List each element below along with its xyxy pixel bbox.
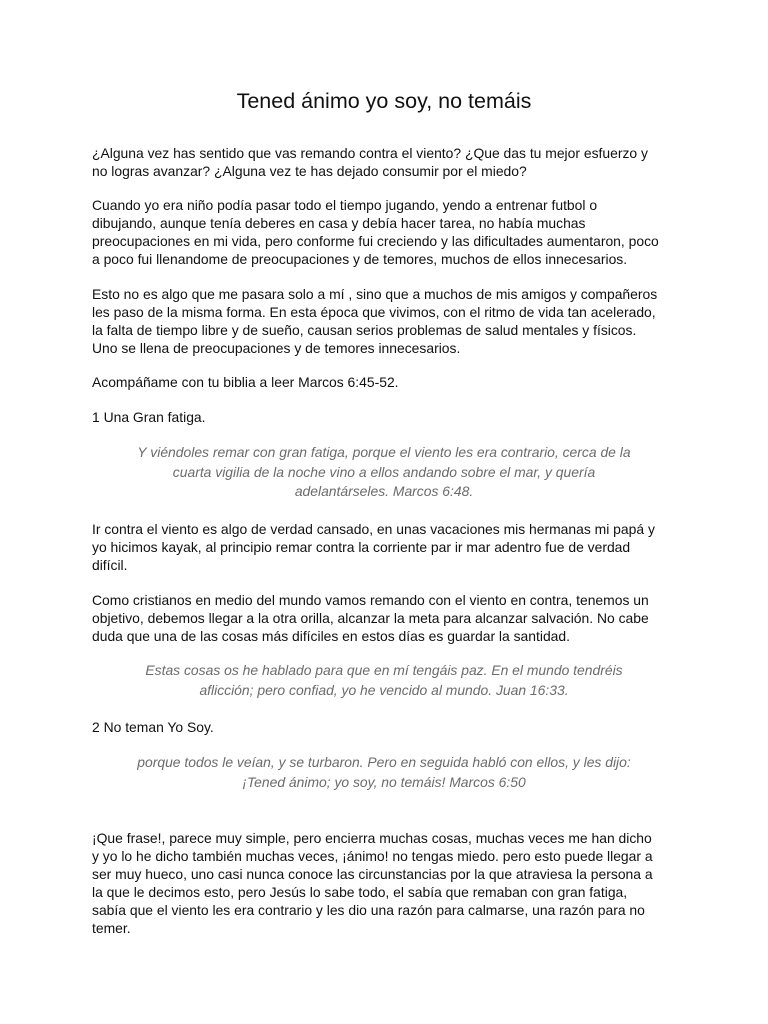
quote-line: porque todos le veían, y se turbaron. Pero en seguida habló con ellos, y les dijo: <box>137 754 631 770</box>
text-line: Ir contra el viento es algo de verdad cansado, en unas vacaciones mis hermanas mi papá y <box>92 521 655 537</box>
scripture-quote-juan-16-33 <box>96 661 672 700</box>
quote-line: aflicción; pero confiad, yo he vencido al mundo. Juan 16:33. <box>199 681 569 698</box>
text-line: yo hicimos kayak, al principio remar contra la corriente par ir mar adentro fue de verdad <box>92 539 631 555</box>
text-line: temer. <box>92 920 131 936</box>
section-heading-2 <box>92 718 678 736</box>
text-line: la falta de tiempo libre y de sueño, causan serios problemas de salud mentales y físicos. <box>92 322 637 338</box>
text-line: y yo lo he dicho también muchas veces, ¡ánimo! no tengas miedo. pero esto puede llegar a <box>92 848 653 864</box>
paragraph-bible-reference <box>92 373 678 391</box>
scripture-quote-marcos-6-48 <box>96 443 672 502</box>
text-line: les paso de la misma forma. En esta época que vivimos, con el ritmo de vida tan acelerado, <box>92 304 656 320</box>
text-line: preocupaciones en mi vida, pero conforme fui creciendo y las dificultades aumentaron, poco <box>92 233 659 249</box>
text-line: no logras avanzar? ¿Alguna vez te has dejado consumir por el miedo? <box>92 163 527 179</box>
text-line: Cuando yo era niño podía pasar todo el tiempo jugando, yendo a entrenar futbol o <box>92 197 598 213</box>
text-line: objetivo, debemos llegar a la otra orilla, alcanzar la meta para alcanzar salvación. No cabe <box>92 610 649 626</box>
section-heading-1 <box>92 408 678 426</box>
paragraph-que-frase <box>92 829 678 937</box>
text-line: ¡Que frase!, parece muy simple, pero encierra muchas cosas, muchas veces me han dicho <box>92 830 652 846</box>
paragraph-intro-questions <box>92 144 678 180</box>
text-line: a poco fui llenandome de preocupaciones y de temores, muchos de ellos innecesarios. <box>92 251 628 267</box>
text-line: difícil. <box>92 557 128 573</box>
paragraph-childhood <box>92 196 678 268</box>
paragraph-christians <box>92 591 678 645</box>
text-line: Acompáñame con tu biblia a leer Marcos 6:45-52. <box>92 374 399 390</box>
quote-line: cuarta vigilia de la noche vino a ellos andando sobre el mar, y quería <box>172 463 596 480</box>
quote-line: ¡Tened ánimo; yo soy, no temáis! Marcos 6:50 <box>242 773 526 790</box>
quote-line: Estas cosas os he hablado para que en mí tengáis paz. En el mundo tendréis <box>145 662 623 678</box>
text-line: Uno se llena de preocupaciones y de temores innecesarios. <box>92 340 461 356</box>
text-line: ¿Alguna vez has sentido que vas remando contra el viento? ¿Que das tu mejor esfuerzo y <box>92 145 648 161</box>
paragraph-friends <box>92 285 678 357</box>
quote-line: adelantárseles. Marcos 6:48. <box>294 483 474 499</box>
text-line: dibujando, aunque tenía deberes en casa y debía hacer tarea, no había muchas <box>92 215 586 231</box>
heading-text: 2 No teman Yo Soy. <box>92 719 214 735</box>
text-line: Esto no es algo que me pasara solo a mí , sino que a muchos de mis amigos y compañeros <box>92 286 658 302</box>
text-line: sabía que el viento les era contrario y les dio una razón para calmarse, una razón para no <box>92 902 645 918</box>
text-line: Como cristianos en medio del mundo vamos remando con el viento en contra, tenemos un <box>92 592 649 608</box>
scripture-quote-marcos-6-50 <box>96 753 672 792</box>
text-line: ser muy hueco, uno casi nunca conoce las circunstancias por la que atraviesa la persona a <box>92 866 653 882</box>
heading-text: 1 Una Gran fatiga. <box>92 409 206 425</box>
paragraph-kayak <box>92 520 678 574</box>
text-line: duda que una de las cosas más difíciles en estos días es guardar la santidad. <box>92 628 570 644</box>
text-line: la que le decimos esto, pero Jesús lo sabe todo, el sabía que remaban con gran fatiga, <box>92 884 628 900</box>
quote-line: Y viéndoles remar con gran fatiga, porque el viento les era contrario, cerca de la <box>137 444 631 460</box>
document-title: Tened ánimo yo soy, no temáis <box>236 89 532 113</box>
